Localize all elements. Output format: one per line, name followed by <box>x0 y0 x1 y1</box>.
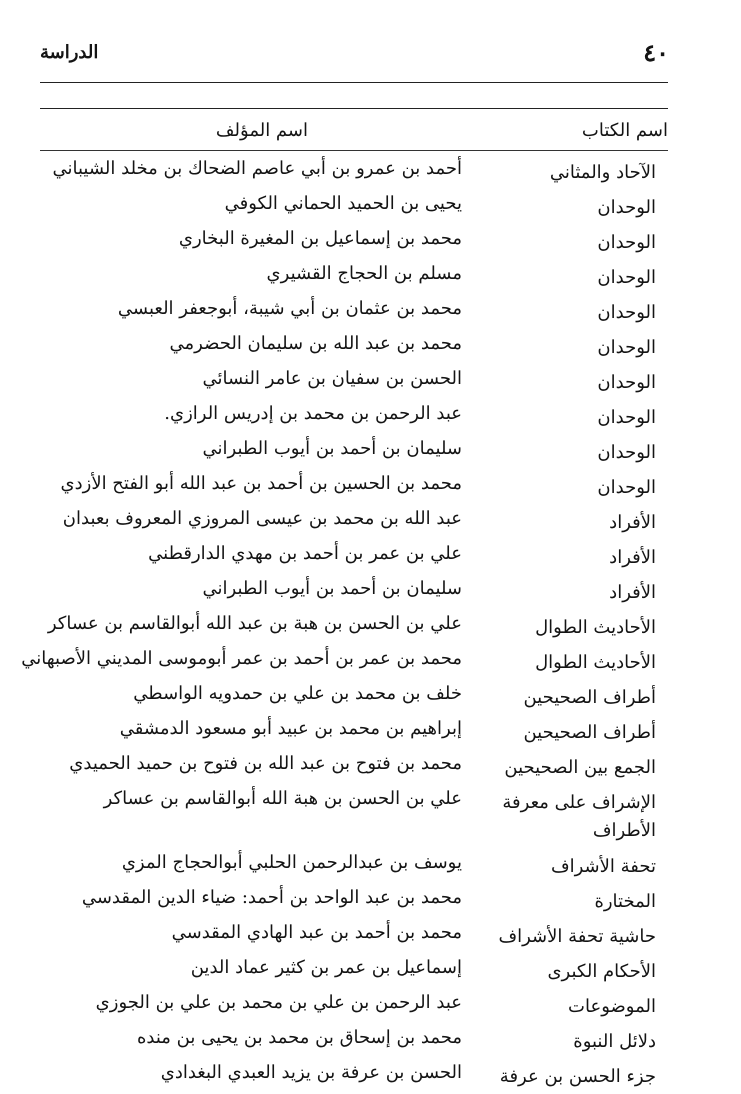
table-row <box>40 470 668 505</box>
table-row <box>40 884 668 919</box>
book-title: الأحاديث الطوال <box>535 617 656 638</box>
book-title: أطراف الصحيحين <box>523 722 656 743</box>
book-title: الوحدان <box>597 197 656 218</box>
table-row <box>40 785 668 849</box>
author-name: إسماعيل بن عمر بن كثير عماد الدين <box>190 957 462 978</box>
book-title: المختارة <box>594 891 656 912</box>
book-title: الآحاد والمثاني <box>549 162 656 183</box>
table-row <box>40 295 668 330</box>
header-rule <box>40 82 668 83</box>
table-row <box>40 1024 668 1059</box>
table-row <box>40 680 668 715</box>
column-header-rule <box>40 150 668 151</box>
author-name: الحسن بن عرفة بن يزيد العبدي البغدادي <box>160 1062 462 1083</box>
author-name: علي بن الحسن بن هبة الله أبوالقاسم بن عساكر <box>103 788 462 809</box>
author-name: عبد الرحمن بن علي بن محمد بن علي بن الجوزي <box>95 992 462 1013</box>
author-name: سليمان بن أحمد بن أيوب الطبراني <box>202 578 462 599</box>
table-row <box>40 365 668 400</box>
table-row <box>40 330 668 365</box>
table-row <box>40 750 668 785</box>
author-name: محمد بن فتوح بن عبد الله بن فتوح بن حميد الحميدي <box>69 753 462 774</box>
table-row <box>40 849 668 884</box>
table-row <box>40 435 668 470</box>
author-name: يوسف بن عبدالرحمن الحلبي أبوالحجاج المزي <box>121 852 462 873</box>
book-title: حاشية تحفة الأشراف <box>498 926 656 947</box>
table-row <box>40 225 668 260</box>
book-title: الوحدان <box>597 442 656 463</box>
author-name: إبراهيم بن محمد بن عبيد أبو مسعود الدمشقي <box>119 718 462 739</box>
book-title: الأحاديث الطوال <box>535 652 656 673</box>
author-name: يحيى بن الحميد الحماني الكوفي <box>224 193 462 214</box>
table-row <box>40 190 668 225</box>
running-title: الدراسة <box>40 42 99 63</box>
table-row <box>21 645 668 680</box>
book-title: الأفراد <box>609 582 656 603</box>
table-row <box>40 260 668 295</box>
column-headers <box>40 120 668 150</box>
author-name: سليمان بن أحمد بن أيوب الطبراني <box>202 438 462 459</box>
table-top-rule <box>40 108 668 109</box>
author-name: عبد الله بن محمد بن عيسى المروزي المعروف بعبدان <box>62 508 462 529</box>
table-row <box>40 610 668 645</box>
book-title: دلائل النبوة <box>573 1031 656 1052</box>
author-name: محمد بن إسحاق بن محمد بن يحيى بن منده <box>136 1027 462 1048</box>
book-title: الأحكام الكبرى <box>547 961 656 982</box>
book-title: أطراف الصحيحين <box>523 687 656 708</box>
author-name: أحمد بن عمرو بن أبي عاصم الضحاك بن مخلد الشيباني <box>52 158 462 179</box>
book-title: الجمع بين الصحيحين <box>504 757 656 778</box>
book-title: جزء الحسن بن عرفة <box>499 1066 656 1087</box>
author-name: محمد بن عمر بن أحمد بن عمر أبوموسى المديني الأصبهاني <box>21 648 462 669</box>
author-name: محمد بن أحمد بن عبد الهادي المقدسي <box>171 922 462 943</box>
book-title: الوحدان <box>597 232 656 253</box>
column-header-book: اسم الكتاب <box>581 120 668 141</box>
table-row <box>40 540 668 575</box>
table-body <box>21 155 668 1094</box>
author-name: محمد بن عبد الواحد بن أحمد: ضياء الدين المقدسي <box>81 887 462 908</box>
author-name: عبد الرحمن بن محمد بن إدريس الرازي. <box>164 403 462 424</box>
book-title: الوحدان <box>597 372 656 393</box>
table-row <box>40 715 668 750</box>
book-title: الوحدان <box>597 302 656 323</box>
column-header-author: اسم المؤلف <box>215 120 308 141</box>
author-name: خلف بن محمد بن علي بن حمدويه الواسطي <box>133 683 462 704</box>
table-row <box>40 505 668 540</box>
book-title: الوحدان <box>597 267 656 288</box>
author-name: محمد بن إسماعيل بن المغيرة البخاري <box>178 228 462 249</box>
author-name: محمد بن عبد الله بن سليمان الحضرمي <box>169 333 462 354</box>
table-row <box>40 919 668 954</box>
author-name: علي بن عمر بن أحمد بن مهدي الدارقطني <box>148 543 462 564</box>
table-row <box>40 1059 668 1094</box>
book-title: الأفراد <box>609 547 656 568</box>
author-name: مسلم بن الحجاج القشيري <box>266 263 462 284</box>
author-name: علي بن الحسن بن هبة بن عبد الله أبوالقاسم بن عساكر <box>47 613 462 634</box>
book-title: الوحدان <box>597 407 656 428</box>
page-number: ٤٠ <box>643 38 669 67</box>
author-name: الحسن بن سفيان بن عامر النسائي <box>202 368 462 389</box>
book-title: الوحدان <box>597 477 656 498</box>
table-row <box>40 155 668 190</box>
book-title: الأفراد <box>609 512 656 533</box>
author-name: محمد بن الحسين بن أحمد بن عبد الله أبو الفتح الأزدي <box>60 473 462 494</box>
table-row <box>40 989 668 1024</box>
book-title: تحفة الأشراف <box>550 856 656 877</box>
book-title: الوحدان <box>597 337 656 358</box>
table-row <box>40 400 668 435</box>
page-header <box>40 38 669 78</box>
table-row <box>40 575 668 610</box>
author-name: محمد بن عثمان بن أبي شيبة، أبوجعفر العبسي <box>117 298 462 319</box>
book-title: الموضوعات <box>568 996 656 1017</box>
table-row <box>40 954 668 989</box>
book-title: الإشراف على معرفة الأطراف <box>502 792 656 841</box>
